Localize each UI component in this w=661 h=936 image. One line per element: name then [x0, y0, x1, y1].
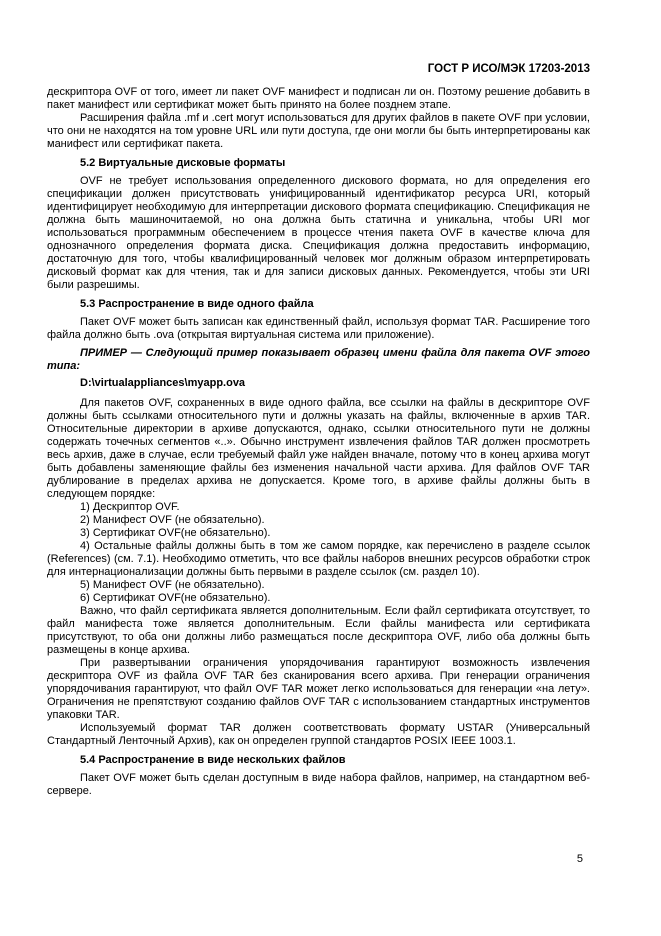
- page-number: 5: [576, 853, 583, 865]
- section-heading-5-3: 5.3 Распространение в виде одного файла: [80, 298, 314, 310]
- list-item-2-manifest: 2) Манифест OVF (не обязательно).: [80, 514, 265, 526]
- list-item-1-descriptor: 1) Дескриптор OVF.: [80, 501, 180, 513]
- section-heading-5-2: 5.2 Виртуальные дисковые форматы: [80, 157, 286, 169]
- list-item-3-certificate: 3) Сертификат OVF(не обязательно).: [80, 527, 271, 539]
- running-header: ГОСТ Р ИСО/МЭК 17203-2013: [427, 63, 590, 75]
- list-item-5-manifest: 5) Манифест OVF (не обязательно).: [80, 579, 265, 591]
- example-file-path: D:\virtualappliances\myapp.ova: [80, 377, 246, 389]
- list-item-4-other-files: 4) Остальные файлы должны быть в том же самом порядке, как перечислено в разделе ссылок (References) (см. 7.1). Необходимо отметить, что все файлы наборов внешних ресурсов обработки строк для интернационализации должны быть первыми в разделе ссылок (см. раздел 10).: [47, 540, 590, 578]
- section-heading-5-4: 5.4 Распространение в виде нескольких файлов: [80, 754, 346, 766]
- paragraph-certificate-optional: Важно, что файл сертификата является дополнительным. Если файл сертификата отсутствует, то файл манифеста тоже является дополнительным. Если файлы манифеста или сертификата присутствуют, то оба они должны либо размещаться после дескриптора OVF, либо оба должны быть размещены в конце архива.: [47, 605, 590, 656]
- paragraph-single-file-tar: Пакет OVF может быть записан как единственный файл, используя формат TAR. Расширение того файла должно быть .ova (открытая виртуальная система или приложение).: [47, 316, 590, 341]
- list-item-6-certificate: 6) Сертификат OVF(не обязательно).: [80, 592, 271, 604]
- document-body: [47, 86, 590, 798]
- paragraph-file-extensions: Расширения файла .mf и .cert могут использоваться для других файлов в пакете OVF при условии, что они не находятся на том уровне URL или пути доступа, где они могли бы быть интерпретированы как манифест или сертификат пакета.: [47, 112, 590, 150]
- example-note: ПРИМЕР — Следующий пример показывает образец имени файла для пакета OVF этого типа:: [47, 347, 590, 372]
- paragraph-virtual-disk-formats: OVF не требует использования определенного дискового формата, но для определения его спецификации должен присутствовать унифицированный идентификатор ресурса URI, который идентифицирует необходимую для интерпретации дискового формата спецификацию. Спецификация не должна быть машиночитаемой, но она должна быть статична и уникальна, чтобы URI мог использоваться программным обеспечением в процессе чтения пакета OVF в качестве ключа для однозначного определения формата диска. Спецификация должна предоставить информацию, достаточную для того, чтобы квалифицированный человек мог должным образом интерпретировать дисковый формат как для чтения, так и для записи дисковых данных. Рекомендуется, чтобы эти URI были разрешимы.: [47, 175, 590, 291]
- paragraph-tar-relative-links: Для пакетов OVF, сохраненных в виде одного файла, все ссылки на файлы в дескрипторе OVF должны быть ссылками относительного пути и должны указать на файлы, включенные в архив TAR. Относительные директории в архиве допускаются, однако, ссылки относительного пути не должны содержать точечных сегментов «..». Обычно инструмент извлечения файлов TAR должен просмотреть весь архив, даже в случае, если требуемый файл уже найден вначале, потому что в конец архива могут быть добавлены заменяющие файлы без изменения начальной части архива. Для файлов OVF TAR дублирование в пределах архива не допускается. Кроме того, в архиве файлы должны быть в следующем порядке:: [47, 397, 590, 500]
- paragraph-multiple-files: Пакет OVF может быть сделан доступным в виде набора файлов, например, на стандартном веб-сервере.: [47, 772, 590, 797]
- paragraph-descriptor-continuation: дескриптора OVF от того, имеет ли пакет OVF манифест и подписан ли он. Поэтому решение добавить в пакет манифест или сертификат может быть принято на более позднем этапе.: [47, 86, 590, 111]
- paragraph-ordering-constraints: При развертывании ограничения упорядочивания гарантируют возможность извлечения дескриптора OVF из файла OVF TAR без сканирования всего архива. При генерации ограничения упорядочивания гарантируют, что файл OVF TAR может легко использоваться для генерации «на лету». Ограничения не препятствуют созданию файлов OVF TAR с использованием стандартных инструментов упаковки TAR.: [47, 657, 590, 721]
- paragraph-ustar-format: Используемый формат TAR должен соответствовать формату USTAR (Универсальный Стандартный Ленточный Архив), как он определен группой стандартов POSIX IEEE 1003.1.: [47, 722, 590, 747]
